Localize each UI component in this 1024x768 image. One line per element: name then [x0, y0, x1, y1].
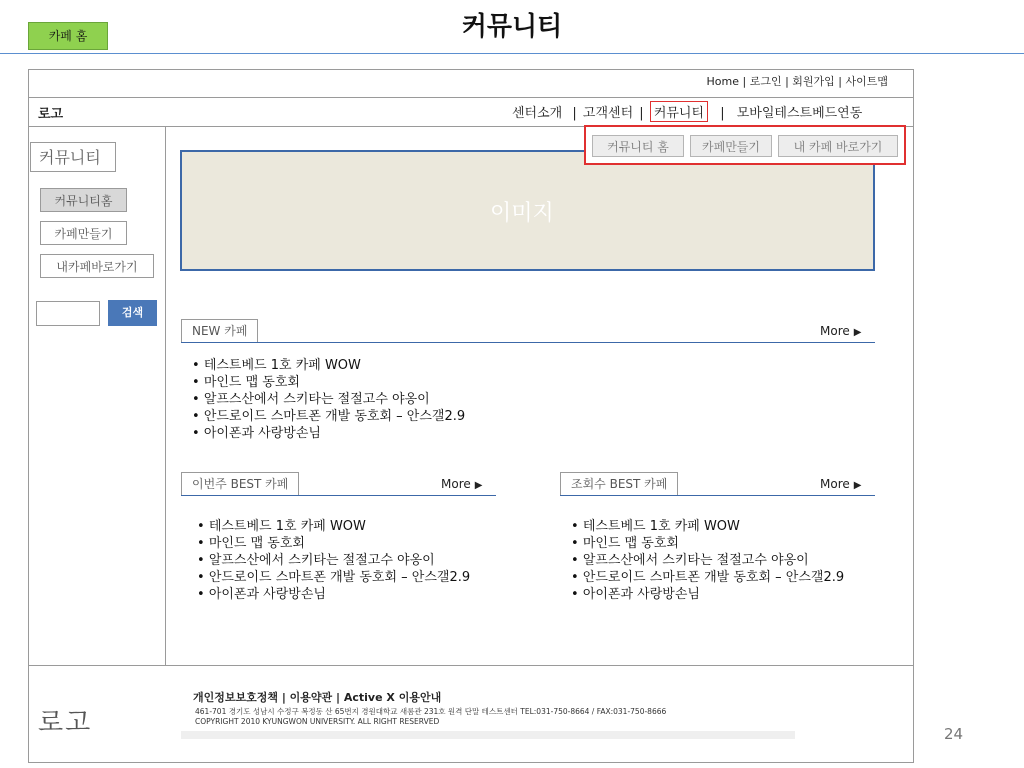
weekly-best-more-link[interactable] [441, 477, 482, 491]
views-best-underline [560, 495, 875, 496]
play-triangle-icon: ▶ [853, 480, 862, 491]
list-item[interactable]: • 안드로이드 스마트폰 개발 동호회 – 안스갤2.9 [197, 569, 470, 586]
cafe-home-tag: 카페 홈 [28, 22, 108, 50]
footer-address-block [195, 707, 666, 727]
footer-policy-links[interactable]: 개인정보보호정책 | 이용약관 | Active X 이용안내 [193, 691, 442, 704]
utility-links[interactable]: Home | 로그인 | 회원가입 | 사이트맵 [706, 75, 888, 88]
nav-separator: | [639, 106, 644, 121]
sidebar-item-community-home[interactable]: 커뮤니티홈 [40, 188, 127, 212]
views-best-list [571, 518, 844, 603]
new-cafe-more-link[interactable] [820, 324, 861, 338]
more-label: More [820, 324, 850, 338]
submenu-my-cafe[interactable]: 내 카페 바로가기 [778, 135, 898, 157]
more-label: More [441, 477, 471, 491]
footer-address: 461-701 경기도 성남시 수정구 복정동 산 65번지 경원대학교 새롬관 231호 원격 단말 테스트센터 TEL:031-750-8664 / FAX:031-750-8666 [195, 707, 667, 716]
weekly-best-tab[interactable]: 이번주 BEST 카페 [181, 472, 299, 495]
list-item[interactable]: • 아이폰과 사랑방손님 [571, 586, 844, 603]
submenu-community-home[interactable]: 커뮤니티 홈 [592, 135, 684, 157]
list-item[interactable]: • 알프스산에서 스키타는 절절고수 야옹이 [197, 552, 470, 569]
views-best-tab[interactable]: 조회수 BEST 카페 [560, 472, 678, 495]
list-item[interactable]: • 테스트베드 1호 카페 WOW [197, 518, 470, 535]
search-input[interactable] [36, 301, 100, 326]
new-cafe-underline [181, 342, 875, 343]
footer-divider [28, 665, 914, 666]
list-item[interactable]: • 알프스산에서 스키타는 절절고수 야옹이 [571, 552, 844, 569]
nav-item-customer-center[interactable]: 고객센터 [582, 106, 634, 121]
sidebar-title: 커뮤니티 [30, 142, 116, 172]
nav-item-community[interactable]: 커뮤니티 [650, 101, 708, 122]
list-item[interactable]: • 아이폰과 사랑방손님 [192, 425, 465, 442]
list-item[interactable]: • 안드로이드 스마트폰 개발 동호회 – 안스갤2.9 [192, 408, 465, 425]
new-cafe-tab[interactable]: NEW 카페 [181, 319, 258, 342]
play-triangle-icon: ▶ [474, 480, 483, 491]
new-cafe-list [192, 357, 465, 442]
list-item[interactable]: • 알프스산에서 스키타는 절절고수 야옹이 [192, 391, 465, 408]
footer-copyright: COPYRIGHT 2010 KYUNGWON UNIVERSITY. ALL RIGHT RESERVED [195, 717, 440, 726]
list-item[interactable]: • 마인드 맵 동호회 [197, 535, 470, 552]
gnb-top-divider [28, 97, 914, 98]
footer-bar [181, 731, 795, 739]
header-logo[interactable]: 로고 [38, 107, 64, 122]
global-nav [512, 101, 862, 122]
nav-item-center-intro[interactable]: 센터소개 [512, 106, 563, 121]
sidebar-divider [165, 126, 166, 665]
play-triangle-icon: ▶ [853, 327, 862, 338]
submenu-create-cafe[interactable]: 카페만들기 [690, 135, 772, 157]
more-label: More [820, 477, 850, 491]
main-image-label: 이미지 [490, 201, 554, 226]
community-submenu [584, 125, 906, 165]
list-item[interactable]: • 테스트베드 1호 카페 WOW [571, 518, 844, 535]
views-best-more-link[interactable] [820, 477, 861, 491]
nav-separator: | [720, 106, 725, 121]
search-button[interactable]: 검색 [108, 300, 157, 326]
slide-title-rule [0, 53, 1024, 54]
sidebar-item-create-cafe[interactable]: 카페만들기 [40, 221, 127, 245]
nav-item-mobile-testbed[interactable]: 모바일테스트베드연동 [736, 106, 863, 121]
footer-logo: 로고 [38, 708, 93, 738]
weekly-best-list [197, 518, 470, 603]
nav-separator: | [572, 106, 577, 121]
list-item[interactable]: • 안드로이드 스마트폰 개발 동호회 – 안스갤2.9 [571, 569, 844, 586]
page-number: 24 [944, 725, 964, 743]
sidebar-item-my-cafe[interactable]: 내카페바로가기 [40, 254, 154, 278]
list-item[interactable]: • 테스트베드 1호 카페 WOW [192, 357, 465, 374]
list-item[interactable]: • 아이폰과 사랑방손님 [197, 586, 470, 603]
list-item[interactable]: • 마인드 맵 동호회 [192, 374, 465, 391]
weekly-best-underline [181, 495, 496, 496]
slide-title: 커뮤니티 [461, 12, 563, 42]
list-item[interactable]: • 마인드 맵 동호회 [571, 535, 844, 552]
